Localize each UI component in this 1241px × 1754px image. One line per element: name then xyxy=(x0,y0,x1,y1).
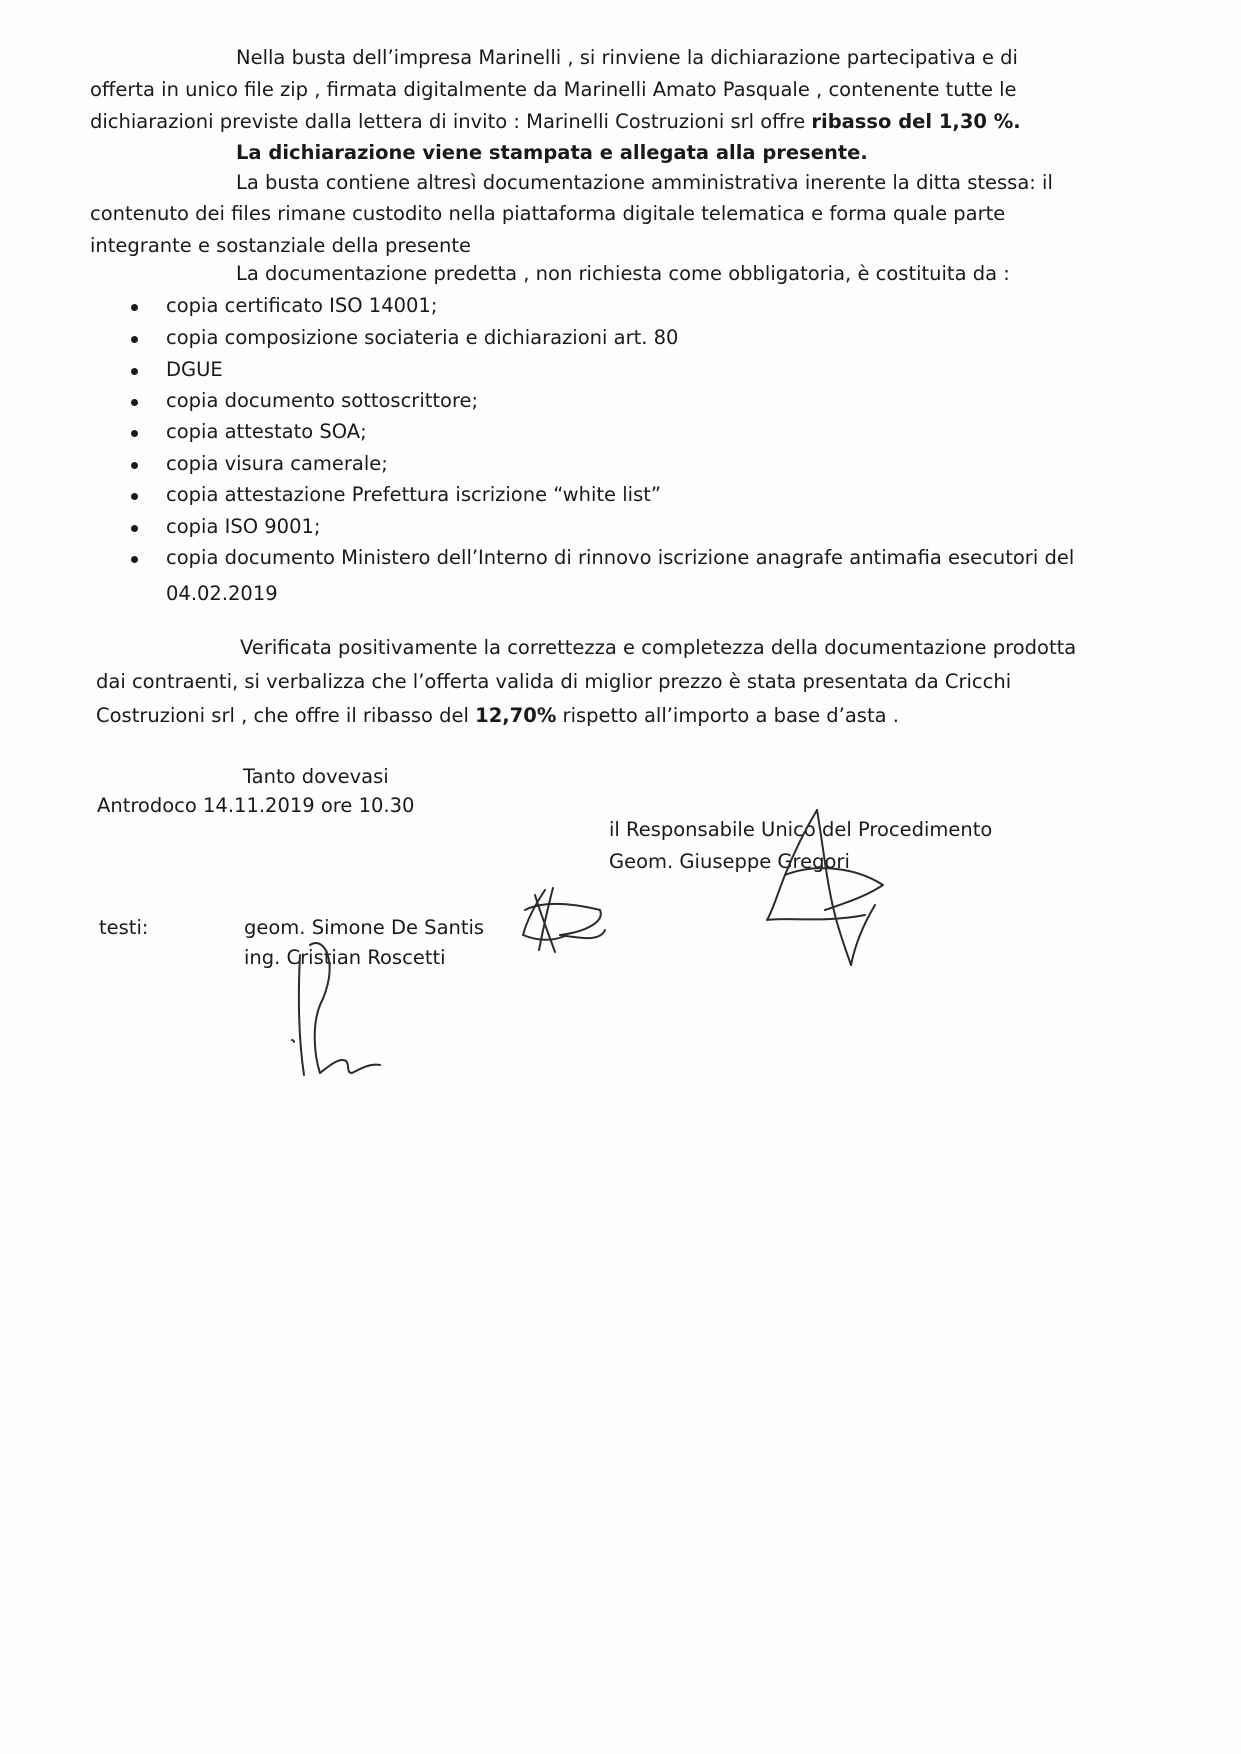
list-item-text: copia attestato SOA; xyxy=(166,420,367,443)
bullet-icon xyxy=(131,336,138,343)
admin-paragraph-line-3: integrante e sostanziale della presente xyxy=(90,234,472,257)
verification-text-b: rispetto all’importo a base d’asta . xyxy=(556,704,899,727)
list-item-text: copia documento sottoscrittore; xyxy=(166,389,479,412)
rup-name: Geom. Giuseppe Gregori xyxy=(609,850,850,873)
list-item-text: copia certificato ISO 14001; xyxy=(166,294,438,317)
list-item-text: copia attestazione Prefettura iscrizione “white list” xyxy=(166,483,661,506)
closing-formula: Tanto dovevasi xyxy=(243,765,389,788)
bullet-icon xyxy=(131,399,138,406)
witness-name: geom. Simone De Santis xyxy=(244,916,485,939)
witnesses-label: testi: xyxy=(99,916,149,939)
witness-signature-de-santis xyxy=(505,880,615,960)
bullet-icon xyxy=(131,493,138,500)
marinelli-discount: ribasso del 1,30 %. xyxy=(811,110,1021,133)
marinelli-paragraph-line-1: Nella busta dell’impresa Marinelli , si rinviene la dichiarazione partecipativa e di xyxy=(236,46,1018,69)
printed-statement: La dichiarazione viene stampata e allegata alla presente. xyxy=(236,141,868,164)
place-and-date: Antrodoco 14.11.2019 ore 10.30 xyxy=(97,794,415,817)
list-item-text: copia ISO 9001; xyxy=(166,515,321,538)
list-item-text: copia documento Ministero dell’Interno di rinnovo iscrizione anagrafe antimafia esecutori del xyxy=(166,546,1075,569)
marinelli-paragraph-line-2: offerta in unico file zip , firmata digitalmente da Marinelli Amato Pasquale , contenente tutte le xyxy=(90,78,1017,101)
witness-signature-roscetti xyxy=(280,935,390,1095)
admin-paragraph-line-1: La busta contiene altresì documentazione amministrativa inerente la ditta stessa: il xyxy=(236,171,1053,194)
marinelli-paragraph-line-3 xyxy=(90,112,1021,132)
bullet-icon xyxy=(131,462,138,469)
marinelli-paragraph-text: dichiarazioni previste dalla lettera di invito : Marinelli Costruzioni srl offre xyxy=(90,110,812,133)
bullet-icon xyxy=(131,556,138,563)
list-item-text: copia visura camerale; xyxy=(166,452,388,475)
verification-paragraph-line-2: dai contraenti, si verbalizza che l’offerta valida di miglior prezzo è stata presentata da Cricchi xyxy=(96,670,1012,693)
witness-name: ing. Cristian Roscetti xyxy=(244,946,446,969)
bullet-icon xyxy=(131,368,138,375)
rup-signature xyxy=(755,805,895,970)
verification-text-a: Costruzioni srl , che offre il ribasso del xyxy=(96,704,476,727)
list-item-text: copia composizione sociateria e dichiarazioni art. 80 xyxy=(166,326,679,349)
rup-role: il Responsabile Unico del Procedimento xyxy=(609,818,993,841)
verification-paragraph-line-3 xyxy=(96,706,899,726)
bullet-icon xyxy=(131,525,138,532)
verification-paragraph-line-1: Verificata positivamente la correttezza e completezza della documentazione prodotta xyxy=(240,636,1077,659)
winning-discount: 12,70% xyxy=(475,704,557,727)
admin-paragraph-line-2: contenuto dei files rimane custodito nella piattaforma digitale telematica e forma quale parte xyxy=(90,202,1006,225)
list-item-text: DGUE xyxy=(166,358,223,381)
bullet-icon xyxy=(131,430,138,437)
documents-intro: La documentazione predetta , non richiesta come obbligatoria, è costituita da : xyxy=(236,262,1010,285)
list-item-text-continuation: 04.02.2019 xyxy=(166,582,278,605)
bullet-icon xyxy=(131,304,138,311)
